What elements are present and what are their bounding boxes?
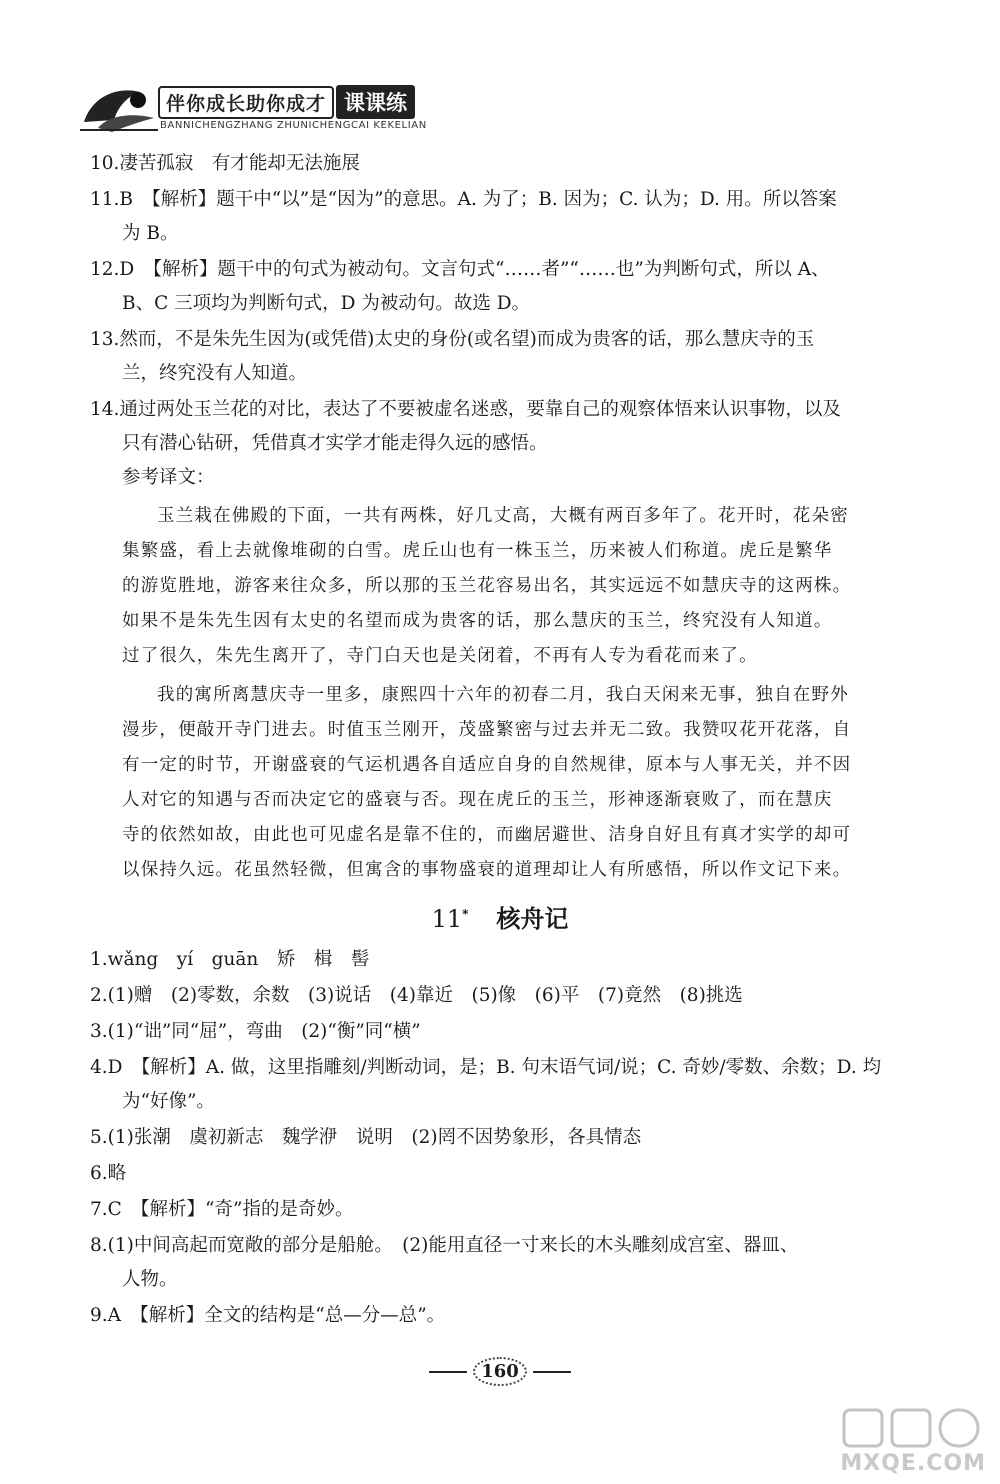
translation-line: 我的寓所离慧庆寺一里多，康熙四十六年的初春二月，我白天闲来无事，独自在野外 (157, 685, 849, 705)
translation-line: 玉兰栽在佛殿的下面，一共有两株，好几丈高，大概有两百多年了。花开时，花朵密 (157, 506, 849, 526)
answer-item (90, 1229, 910, 1297)
translation-line: 寺的依然如故，由此也可见虚名是靠不住的，而幽居避世、洁身自好且有真才实学的却可 (122, 825, 852, 845)
brand-name: 课课练 (336, 85, 415, 119)
answer-item (90, 253, 910, 321)
section-number: 11 (431, 905, 463, 933)
answer-line: 7.C 【解析】“奇”指的是奇妙。 (90, 1199, 354, 1220)
answer-item (90, 1015, 910, 1049)
answer-line: 10.凄苦孤寂 有才能却无法施展 (90, 153, 360, 174)
translation-line: 漫步，便敲开寺门进去。时值玉兰刚开，茂盛繁密与过去并无二致。我赞叹花开花落，自 (122, 720, 852, 740)
answer-item (90, 979, 910, 1013)
answer-item (90, 147, 910, 181)
translation-line: 如果不是朱先生因有太史的名望而成为贵客的话，那么慧庆的玉兰，终究没有人知道。 (122, 611, 833, 631)
translation-line: 集繁盛，看上去就像堆砌的白雪。虎丘山也有一株玉兰，历来被人们称道。虎丘是繁华 (122, 541, 833, 561)
answer-line: 4.D 【解析】A. 做，这里指雕刻/判断动词，是；B. 句末语气词/说；C. 奇妙/零数、余数；D. 均 (90, 1057, 882, 1078)
page-content (90, 145, 910, 1333)
answer-line: 14.通过两处玉兰花的对比，表达了不要被虚名迷惑，要靠自己的观察体悟来认识事物，以及 (90, 399, 841, 420)
answer-item (90, 183, 910, 251)
reference-translation (90, 461, 910, 888)
answer-line: 人物。 (122, 1269, 178, 1290)
answer-line: 为 B。 (122, 223, 179, 244)
translation-paragraph (90, 678, 910, 888)
answer-line: 8.(1)中间高起而宽敞的部分是船舱。 (2)能用直径一寸来长的木头雕刻成宫室、器皿、 (90, 1235, 799, 1256)
answer-line: 只有潜心钻研，凭借真才实学才能走得久远的感悟。 (122, 433, 548, 454)
page-number: 160 (473, 1357, 527, 1386)
answer-line: 13.然而，不是朱先生因为(或凭借)太史的身份(或名望)而成为贵客的话，那么慧庆寺的玉 (90, 329, 815, 350)
page-number-block (423, 1357, 577, 1386)
answer-item (90, 1051, 910, 1119)
answer-line: 1.wǎng yí guān 矫 楫 髻 (90, 949, 370, 970)
answer-item (90, 1157, 910, 1191)
answer-line: 6.略 (90, 1163, 127, 1184)
translation-paragraph (90, 499, 910, 674)
answers-bottom (90, 943, 910, 1333)
answers-top (90, 147, 910, 461)
translation-line: 的游览胜地，游客来往众多，所以那的玉兰花容易出名，其实远远不如慧庆寺的这两株。 (122, 576, 852, 596)
section-heading (90, 892, 910, 941)
watermark-logo-icon (836, 1404, 986, 1454)
watermark (836, 1404, 986, 1476)
answer-line: 9.A 【解析】全文的结构是“总—分—总”。 (90, 1305, 446, 1326)
answer-item (90, 1299, 910, 1333)
answer-line: 3.(1)“诎”同“屈”，弯曲 (2)“衡”同“横” (90, 1021, 421, 1042)
answer-item (90, 1193, 910, 1227)
answer-line: 为“好像”。 (122, 1091, 215, 1112)
brand-logo-icon (78, 78, 162, 134)
answer-item (90, 1121, 910, 1155)
page-number-dash-right (533, 1371, 571, 1373)
translation-line: 过了很久，朱先生离开了，寺门白天也是关闭着，不再有人专为看花而来了。 (122, 646, 758, 666)
brand-slogan: 伴你成长助你成才 (158, 86, 334, 119)
page-footer (0, 1357, 1000, 1386)
answer-line: 2.(1)赠 (2)零数，余数 (3)说话 (4)靠近 (5)像 (6)平 (7)竟然 (8)挑选 (90, 985, 743, 1006)
section-title: 核舟记 (496, 905, 569, 933)
answer-line: 兰，终究没有人知道。 (122, 363, 308, 384)
brand-bar (158, 86, 415, 118)
answer-line: 12.D 【解析】题干中的句式为被动句。文言句式“……者”“……也”为判断句式，所以 A、 (90, 259, 830, 280)
translation-line: 人对它的知遇与否而决定它的盛衰与否。现在虎丘的玉兰，形神逐渐衰败了，而在慧庆 (122, 790, 833, 810)
brand-pinyin: BANNICHENGZHANG ZHUNICHENGCAI KEKELIAN (160, 120, 427, 131)
translation-title: 参考译文： (122, 467, 215, 488)
answer-item (90, 323, 910, 391)
answer-line: B、C 三项均为判断句式，D 为被动句。故选 D。 (122, 293, 531, 314)
answer-line: 11.B 【解析】题干中“以”是“因为”的意思。A. 为了；B. 因为；C. 认为；D. 用。所以答案 (90, 189, 837, 210)
watermark-text: MXQE.COM (840, 1451, 986, 1476)
translation-line: 以保持久远。花虽然轻微，但寓含的事物盛衰的道理却让人有所感悟，所以作文记下来。 (122, 860, 852, 880)
answer-item (90, 393, 910, 461)
translation-line: 有一定的时节，开谢盛衰的气运机遇各自适应自身的自然规律，原本与人事无关，并不因 (122, 755, 852, 775)
answer-item (90, 943, 910, 977)
section-star-mark: * (462, 907, 469, 921)
answer-line: 5.(1)张潮 虞初新志 魏学洢 说明 (2)罔不因势象形，各具情态 (90, 1127, 642, 1148)
page-header (78, 72, 478, 142)
page-number-dash-left (429, 1371, 467, 1373)
